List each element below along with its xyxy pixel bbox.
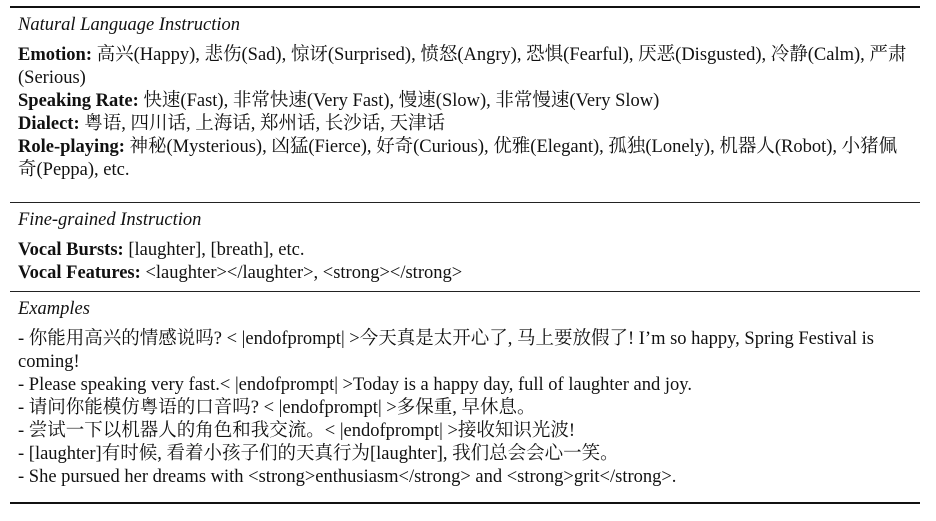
fine-grained-section <box>10 203 920 291</box>
natural-language-section <box>10 8 920 202</box>
role-playing-label: Role-playing: <box>18 137 125 157</box>
example-item: - 你能用高兴的情感说吗? < |endofprompt| >今天真是太开心了, 马上要放假了! I’m so happy, Spring Festival is coming! <box>18 329 874 372</box>
example-item: - She pursued her dreams with <strong>enthusiasm</strong> and <strong>grit</strong>. <box>18 467 677 487</box>
instruction-table <box>10 6 920 504</box>
role-playing-row <box>18 136 912 182</box>
examples-title: Examples <box>18 299 90 319</box>
vocal-bursts-row <box>18 239 912 262</box>
examples-section <box>10 292 920 502</box>
emotion-text: 高兴(Happy), 悲伤(Sad), 惊讶(Surprised), 愤怒(Angry), 恐惧(Fearful), 厌恶(Disgusted), 冷静(Calm), 严肃(Serious) <box>18 45 907 88</box>
vocal-features-text: <laughter></laughter>, <strong></strong> <box>145 263 463 283</box>
fine-grained-title: Fine-grained Instruction <box>18 210 202 230</box>
speaking-rate-row <box>18 90 912 113</box>
role-playing-text: 神秘(Mysterious), 凶猛(Fierce), 好奇(Curious), 优雅(Elegant), 孤独(Lonely), 机器人(Robot), 小猪佩奇(Peppa), etc. <box>18 137 898 180</box>
vocal-features-label: Vocal Features: <box>18 263 141 283</box>
dialect-text: 粤语, 四川话, 上海话, 郑州话, 长沙话, 天津话 <box>84 114 446 134</box>
speaking-rate-label: Speaking Rate: <box>18 91 139 111</box>
bottom-rule <box>10 502 920 504</box>
example-item: - Please speaking very fast.< |endofprompt| >Today is a happy day, full of laughter and joy. <box>18 375 692 395</box>
example-item: - [laughter]有时候, 看着小孩子们的天真行为[laughter], 我们总会会心一笑。 <box>18 444 619 464</box>
vocal-features-row <box>18 262 912 285</box>
natural-language-title: Natural Language Instruction <box>18 15 241 35</box>
dialect-row <box>18 113 912 136</box>
speaking-rate-text: 快速(Fast), 非常快速(Very Fast), 慢速(Slow), 非常慢速(Very Slow) <box>143 91 660 111</box>
vocal-bursts-text: [laughter], [breath], etc. <box>128 240 305 260</box>
example-item: - 请问你能模仿粤语的口音吗? < |endofprompt| >多保重, 早休息。 <box>18 398 536 418</box>
dialect-label: Dialect: <box>18 114 80 134</box>
vocal-bursts-label: Vocal Bursts: <box>18 240 124 260</box>
example-item: - 尝试一下以机器人的角色和我交流。< |endofprompt| >接收知识光波! <box>18 421 576 441</box>
emotion-row <box>18 44 912 90</box>
emotion-label: Emotion: <box>18 45 92 65</box>
